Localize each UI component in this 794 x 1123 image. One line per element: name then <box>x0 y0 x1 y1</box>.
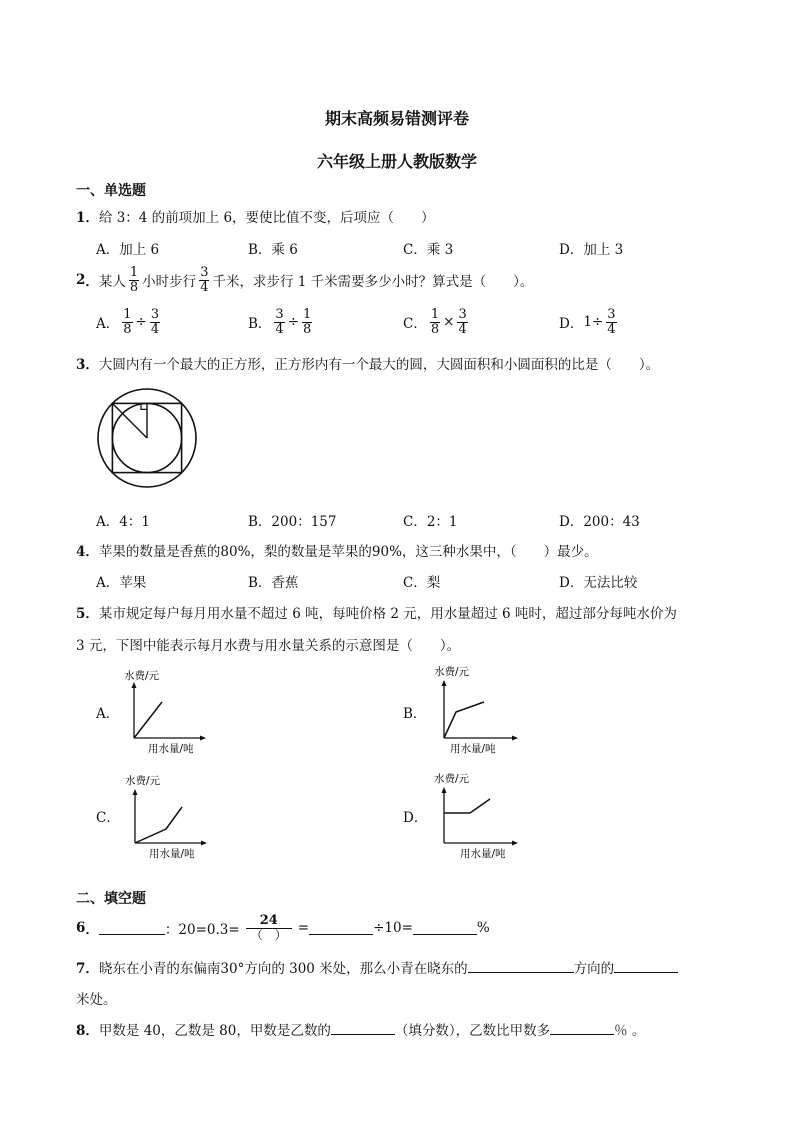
question-text: 大圆内有一个最大的正方形，正方形内有一个最大的圆，大圆面积和小圆面积的比是（ ）。 <box>98 357 660 373</box>
denominator: 8 <box>303 321 312 337</box>
question-text: 晓东在小青的东偏南30°方向的 300 米处，那么小青在晓东的 <box>98 961 468 977</box>
denominator: 4 <box>275 321 284 337</box>
q3-option-d[interactable]: D．200：43 <box>559 514 640 530</box>
x-axis-label: 用水量/吨 <box>148 743 194 755</box>
question-8 <box>76 1019 645 1039</box>
fraction <box>150 308 160 336</box>
denominator: 8 <box>430 321 440 337</box>
question-dot: ． <box>85 274 99 291</box>
q5-option-a[interactable]: A． <box>96 706 120 722</box>
question-number: 6 <box>76 919 86 936</box>
denominator: 4 <box>458 321 467 337</box>
answer-blank[interactable] <box>468 959 574 973</box>
question-dot: ． <box>85 210 99 226</box>
question-number: 1 <box>76 210 86 226</box>
q4-option-a[interactable]: A．苹果 <box>96 575 147 591</box>
q5-graph-c <box>118 771 218 863</box>
question-text: 苹果的数量是香蕉的80%，梨的数量是苹果的90%，这三种水果中，（ ）最少。 <box>98 544 598 560</box>
page-subtitle: 六年级上册人教版数学 <box>316 152 477 171</box>
question-text: （填分数），乙数比甲数多 <box>394 1023 551 1039</box>
graph-line <box>444 799 490 813</box>
q2-option-d[interactable] <box>559 308 620 336</box>
numerator: 3 <box>200 265 209 280</box>
denominator-blank[interactable]: （ ） <box>250 927 287 942</box>
numerator: 3 <box>607 307 616 322</box>
q2-option-b[interactable] <box>248 308 315 336</box>
q1-option-c[interactable]: C．乘 3 <box>403 242 454 258</box>
answer-blank[interactable] <box>309 921 373 935</box>
answer-blank[interactable] <box>331 1021 395 1035</box>
x-axis-label: 用水量/吨 <box>149 848 195 860</box>
question-7-line-1 <box>76 957 678 977</box>
operator: 1÷ <box>583 314 604 331</box>
y-axis-label: 水费/元 <box>434 666 470 678</box>
operator: ÷ <box>135 314 147 331</box>
x-axis-arrow <box>512 841 518 846</box>
denominator: 8 <box>129 279 139 295</box>
question-number: 2 <box>76 272 86 289</box>
fraction <box>457 308 467 336</box>
numerator: 1 <box>123 307 132 322</box>
answer-blank[interactable] <box>413 921 477 935</box>
fraction <box>246 914 292 941</box>
question-text: % <box>476 919 490 936</box>
question-dot: ． <box>85 606 99 622</box>
question-text: 某市规定每户每月用水量不超过 6 吨，每吨价格 2 元，用水量超过 6 吨时，超过部分每吨水价为 <box>98 606 677 622</box>
denominator: 4 <box>607 321 616 337</box>
numerator: 3 <box>150 307 160 322</box>
section-single-choice: 一、单选题 <box>76 183 146 199</box>
q4-option-b[interactable]: B．香蕉 <box>248 575 299 591</box>
q5-graph-b <box>426 664 526 756</box>
q5-graph-a <box>120 668 215 756</box>
q3-option-a[interactable]: A．4：1 <box>96 514 150 530</box>
fraction <box>274 308 284 336</box>
question-1 <box>76 206 435 226</box>
numerator: 3 <box>458 307 467 322</box>
option-label: A． <box>96 316 120 333</box>
question-text: 小时步行 <box>142 274 197 291</box>
question-dot: ． <box>85 544 99 560</box>
q1-option-b[interactable]: B．乘 6 <box>248 242 298 258</box>
question-text: ：20=0.3= <box>164 921 240 938</box>
q4-option-c[interactable]: C．梨 <box>403 575 441 591</box>
y-axis-label: 水费/元 <box>124 670 160 682</box>
question-number: 4 <box>76 544 86 560</box>
q5-option-b[interactable]: B． <box>403 706 427 722</box>
page-title: 期末高频易错测评卷 <box>324 109 469 128</box>
question-number: 8 <box>76 1023 86 1039</box>
question-text: 某人 <box>98 274 126 291</box>
option-label: C． <box>403 316 427 333</box>
fraction <box>199 266 209 294</box>
answer-blank[interactable] <box>550 1021 614 1035</box>
q1-option-d[interactable]: D．加上 3 <box>559 242 624 258</box>
question-3 <box>76 353 659 373</box>
question-6 <box>76 914 490 941</box>
q5-option-c[interactable]: C． <box>96 810 120 826</box>
x-axis-arrow <box>201 841 207 846</box>
q5-option-d[interactable]: D． <box>403 810 428 826</box>
option-label: B． <box>248 316 272 333</box>
y-axis-arrow <box>132 682 137 688</box>
circle-square-figure <box>96 387 198 489</box>
q2-option-a[interactable] <box>96 308 163 336</box>
numerator: 24 <box>246 914 292 929</box>
question-7-line-2: 米处。 <box>76 992 117 1008</box>
x-axis-arrow <box>200 736 206 741</box>
q5-graph-d <box>426 769 526 861</box>
question-text: 甲数是 40，乙数是 80，甲数是乙数的 <box>98 1023 331 1039</box>
question-number: 5 <box>76 606 86 622</box>
y-axis-arrow <box>442 680 447 686</box>
question-text: ％ 。 <box>614 1023 646 1039</box>
q2-option-c[interactable] <box>403 308 471 336</box>
option-label: D． <box>559 316 584 333</box>
q3-option-c[interactable]: C．2：1 <box>403 514 458 530</box>
question-text: 给 3：4 的前项加上 6，要使比值不变，后项应（ ） <box>98 210 435 226</box>
question-4 <box>76 540 598 560</box>
answer-blank[interactable] <box>99 921 165 935</box>
numerator: 1 <box>129 265 139 280</box>
question-text: 方向的 <box>573 961 615 977</box>
answer-blank[interactable] <box>614 959 678 973</box>
question-dot: ． <box>85 961 99 977</box>
y-axis-arrow <box>442 787 447 793</box>
fraction <box>606 308 616 336</box>
question-5-line-1 <box>76 602 677 622</box>
x-axis-arrow <box>512 736 518 741</box>
graph-line <box>135 807 182 843</box>
y-axis-arrow <box>133 789 138 795</box>
numerator: 3 <box>275 307 284 322</box>
question-text: ÷10= <box>373 919 413 936</box>
question-number: 3 <box>76 357 86 373</box>
graph-line <box>444 702 484 738</box>
question-dot: ． <box>85 1023 99 1039</box>
question-5-line-2: 3 元，下图中能表示每月水费与用水量关系的示意图是（ ）。 <box>76 638 461 654</box>
question-2 <box>76 266 533 294</box>
y-axis-label: 水费/元 <box>434 773 470 785</box>
fraction <box>302 308 312 336</box>
fraction <box>122 308 132 336</box>
section-fill-blank: 二、填空题 <box>76 891 146 907</box>
denominator: 8 <box>123 321 132 337</box>
numerator: 1 <box>303 307 312 322</box>
question-text: = <box>297 919 310 936</box>
q4-option-d[interactable]: D．无法比较 <box>559 575 638 591</box>
question-dot: ． <box>85 921 99 938</box>
question-text: 千米，求步行 1 千米需要多少小时？算式是（ ）。 <box>212 274 534 291</box>
fraction <box>430 308 440 336</box>
numerator: 1 <box>430 307 440 322</box>
denominator: 4 <box>150 321 160 337</box>
question-number: 7 <box>76 961 86 977</box>
operator: ÷ <box>287 314 300 331</box>
fraction <box>129 266 139 294</box>
y-axis-label: 水费/元 <box>125 775 161 787</box>
question-dot: ． <box>85 357 99 373</box>
denominator: 4 <box>200 279 209 295</box>
x-axis-label: 用水量/吨 <box>450 743 496 755</box>
q3-option-b[interactable]: B．200：157 <box>248 514 337 530</box>
q1-option-a[interactable]: A．加上 6 <box>96 242 160 258</box>
graph-line <box>134 702 162 738</box>
x-axis-label: 用水量/吨 <box>460 848 506 860</box>
operator: × <box>443 314 455 331</box>
